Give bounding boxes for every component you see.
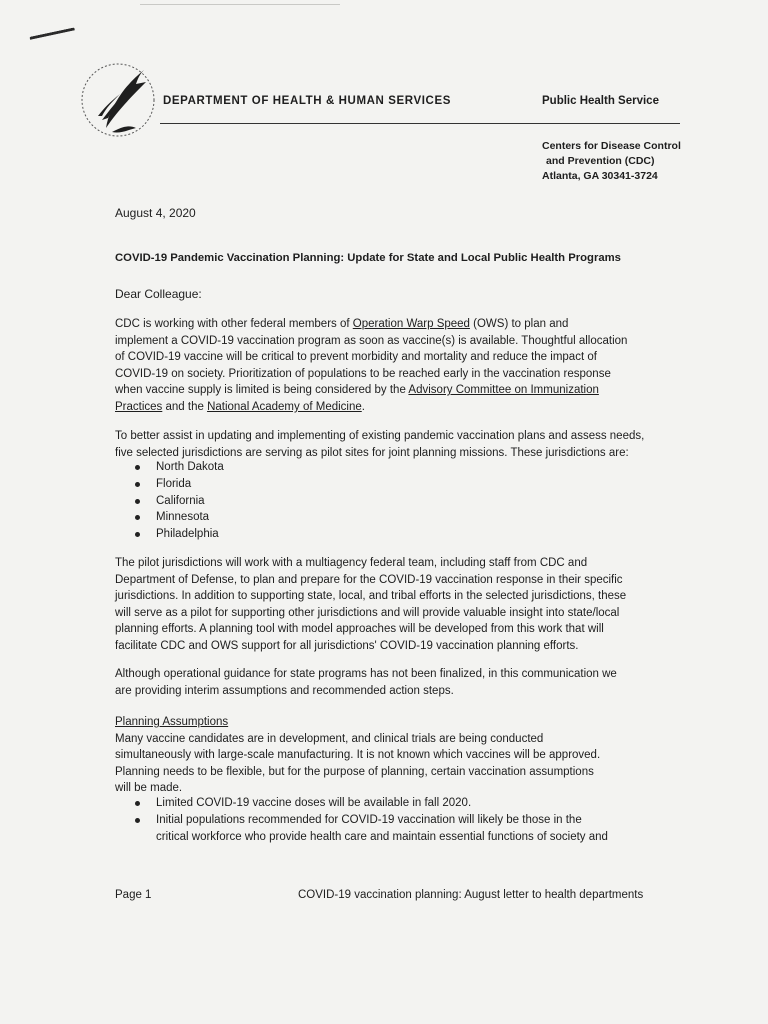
public-health-service: Public Health Service	[542, 95, 659, 107]
text: critical workforce who provide health care and maintain essential functions of society and	[156, 830, 608, 843]
text: The pilot jurisdictions will work with a multiagency federal team, including staff from CDC and	[115, 557, 588, 569]
address-line: Atlanta, GA 30341-3724	[542, 170, 658, 182]
text: facilitate CDC and OWS support for all jurisdictions' COVID-19 vaccination planning efforts.	[115, 639, 579, 652]
text: CDC is working with other federal members of	[115, 318, 353, 330]
text: of COVID-19 vaccine will be critical to prevent morbidity and mortality and reduce the impact of	[115, 351, 597, 364]
salutation: Dear Colleague:	[115, 287, 202, 301]
cdc-address	[542, 139, 681, 184]
text: when vaccine supply is limited is being considered by the	[115, 384, 409, 397]
address-line: and Prevention (CDC)	[546, 155, 655, 167]
paragraph-federal-team	[115, 555, 660, 655]
list-item: Philadelphia	[132, 526, 677, 543]
list-item: Limited COVID-19 vaccine doses will be available in fall 2020.	[132, 795, 677, 812]
text: .	[361, 400, 365, 413]
list-item: Florida	[132, 476, 677, 493]
text: Many vaccine candidates are in development, and clinical trials are being conducted	[115, 732, 544, 745]
list-item: Minnesota	[132, 509, 677, 526]
acip-link[interactable]: Advisory Committee on Immunization	[408, 384, 599, 397]
text: will serve as a pilot for supporting other jurisdictions and will provide valuable insight into state/local	[115, 606, 620, 619]
list-item: North Dakota	[132, 459, 677, 476]
paragraph-intro	[115, 316, 660, 416]
scan-artifact-line	[140, 4, 340, 5]
footer-title: COVID-19 vaccination planning: August letter to health departments	[298, 889, 644, 901]
hhs-eagle-logo-icon	[76, 58, 160, 142]
list-item: California	[132, 493, 677, 510]
text: implement a COVID-19 vaccination program as soon as vaccine(s) is available. Thoughtful allocation	[115, 334, 628, 347]
text: To better assist in updating and implementing of existing pandemic vaccination plans and assess needs,	[115, 430, 645, 442]
text: will be made.	[115, 782, 183, 795]
text: and the	[162, 400, 208, 413]
text: Although operational guidance for state programs has not been finalized, in this communication we	[115, 668, 617, 680]
text: are providing interim assumptions and recommended action steps.	[115, 684, 454, 697]
text: COVID-19 on society. Prioritization of populations to be reached early in the vaccination response	[115, 367, 611, 380]
text: Initial populations recommended for COVID-19 vaccination will likely be those in the	[156, 813, 582, 826]
operation-warp-speed-link[interactable]: Operation Warp Speed	[352, 318, 470, 330]
letter-subject: COVID-19 Pandemic Vaccination Planning: Update for State and Local Public Health Programs	[115, 252, 621, 264]
assumption-list	[132, 795, 677, 845]
letter-date: August 4, 2020	[115, 206, 196, 220]
text: planning efforts. A planning tool with model approaches will be developed from this work that will	[115, 623, 604, 636]
text: Planning needs to be flexible, but for the purpose of planning, certain vaccination assumptions	[115, 765, 594, 778]
paragraph-guidance	[115, 666, 660, 699]
acip-link-cont[interactable]: Practices	[115, 400, 163, 413]
scan-artifact-mark	[29, 27, 76, 47]
list-item	[132, 812, 677, 846]
header-divider	[160, 123, 680, 124]
text: simultaneously with large-scale manufacturing. It is not known which vaccines will be approved.	[115, 749, 601, 762]
text: (OWS) to plan and	[469, 318, 569, 330]
text: jurisdictions. In addition to supporting state, local, and tribal efforts in the selected jurisdictions, these	[115, 590, 627, 603]
nam-link[interactable]: National Academy of Medicine	[207, 400, 362, 413]
section-heading: Planning Assumptions	[115, 716, 229, 728]
department-name: DEPARTMENT OF HEALTH & HUMAN SERVICES	[163, 95, 451, 107]
planning-assumptions-section	[115, 714, 660, 797]
paragraph-pilot-sites	[115, 428, 660, 461]
address-line: Centers for Disease Control	[542, 140, 681, 152]
jurisdiction-list	[132, 459, 677, 543]
text: five selected jurisdictions are serving as pilot sites for joint planning missions. These jurisdictions are:	[115, 446, 629, 459]
text: Department of Defense, to plan and prepare for the COVID-19 vaccination response in their specific	[115, 573, 623, 586]
page-number: Page 1	[115, 889, 152, 901]
